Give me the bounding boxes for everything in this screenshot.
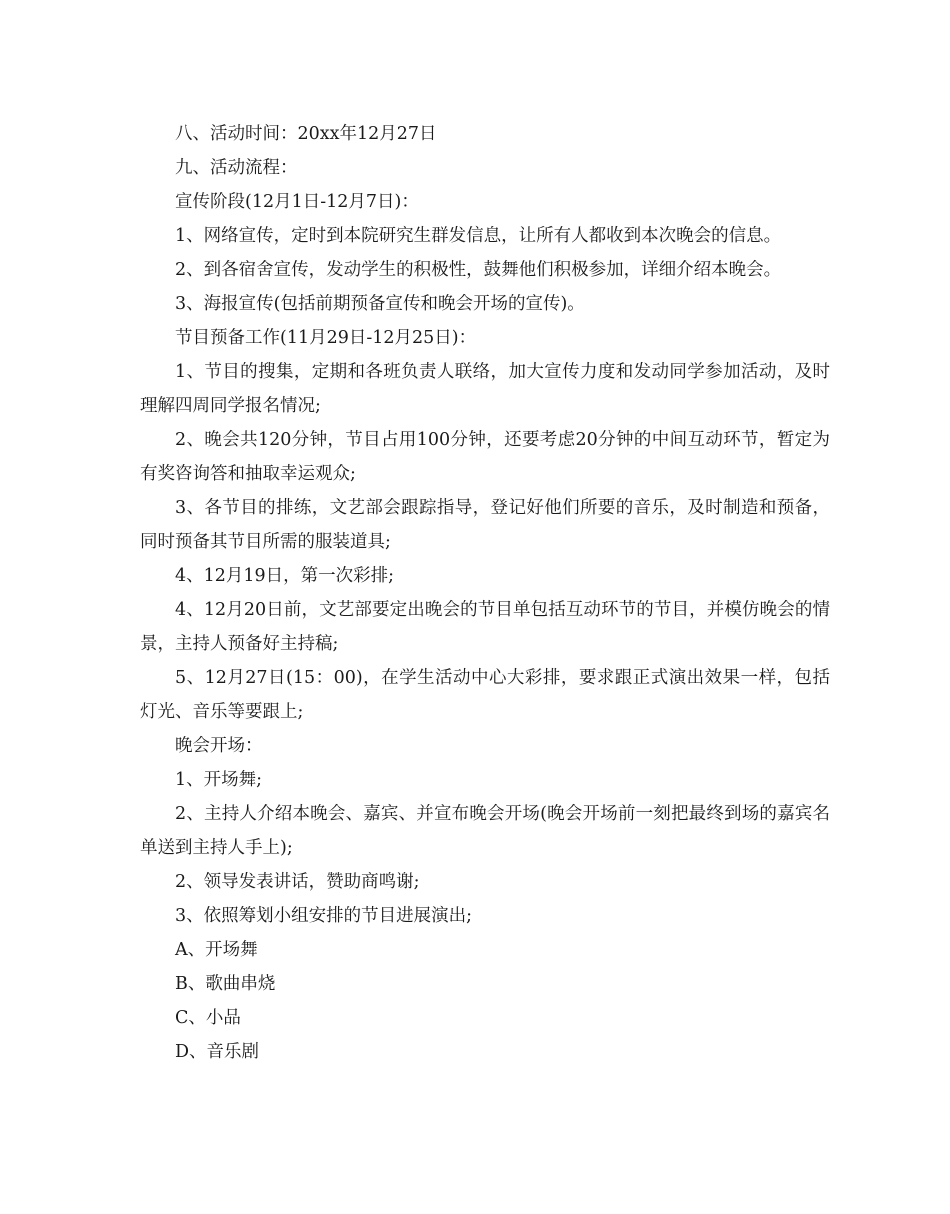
publicity-item-1: 1、网络宣传，定时到本院研究生群发信息，让所有人都收到本次晚会的信息。 (175, 226, 782, 246)
program-list-item-c: C、小品 (175, 1008, 241, 1028)
program-prep-item-1: 1、节目的搜集，定期和各班负责人联络，加大宣传力度和发动同学参加活动，及时理解四周同学报名情况; (140, 362, 830, 416)
program-list-item-b: B、歌曲串烧 (175, 974, 276, 994)
activity-process-heading: 九、活动流程： (175, 158, 298, 178)
gala-opening-heading: 晚会开场： (175, 736, 263, 756)
document-body (140, 117, 830, 1069)
publicity-item-3: 3、海报宣传(包括前期预备宣传和晚会开场的宣传)。 (175, 294, 585, 314)
program-prep-item-3: 3、各节目的排练，文艺部会跟踪指导，登记好他们所要的音乐，及时制造和预备，同时预备其节目所需的服装道具; (140, 498, 830, 552)
program-list-item-d: D、音乐剧 (175, 1042, 260, 1062)
publicity-stage-heading: 宣传阶段(12月1日-12月7日)： (175, 192, 419, 212)
publicity-item-2: 2、到各宿舍宣传，发动学生的积极性，鼓舞他们积极参加，详细介绍本晚会。 (175, 260, 782, 280)
gala-item-2a: 2、主持人介绍本晚会、嘉宾、并宣布晚会开场(晚会开场前一刻把最终到场的嘉宾名单送到主持人手上); (140, 804, 830, 858)
program-prep-item-4b: 4、12月20日前，文艺部要定出晚会的节目单包括互动环节的节目，并模仿晚会的情景，主持人预备好主持稿; (140, 600, 830, 654)
gala-item-3: 3、依照筹划小组安排的节目进展演出; (175, 906, 473, 926)
program-prep-item-2: 2、晚会共120分钟，节目占用100分钟，还要考虑20分钟的中间互动环节，暂定为有奖咨询答和抽取幸运观众; (140, 430, 830, 484)
gala-item-2b: 2、领导发表讲话，赞助商鸣谢; (175, 872, 420, 892)
program-prep-item-5: 5、12月27日(15：00)，在学生活动中心大彩排，要求跟正式演出效果一样，包括灯光、音乐等要跟上; (140, 668, 830, 722)
gala-item-1: 1、开场舞; (175, 770, 263, 790)
program-prep-item-4a: 4、12月19日，第一次彩排; (175, 566, 395, 586)
program-prep-heading: 节目预备工作(11月29日-12月25日)： (175, 328, 477, 348)
activity-time-line: 八、活动时间：20xx年12月27日 (175, 124, 437, 144)
program-list-item-a: A、开场舞 (175, 940, 258, 960)
